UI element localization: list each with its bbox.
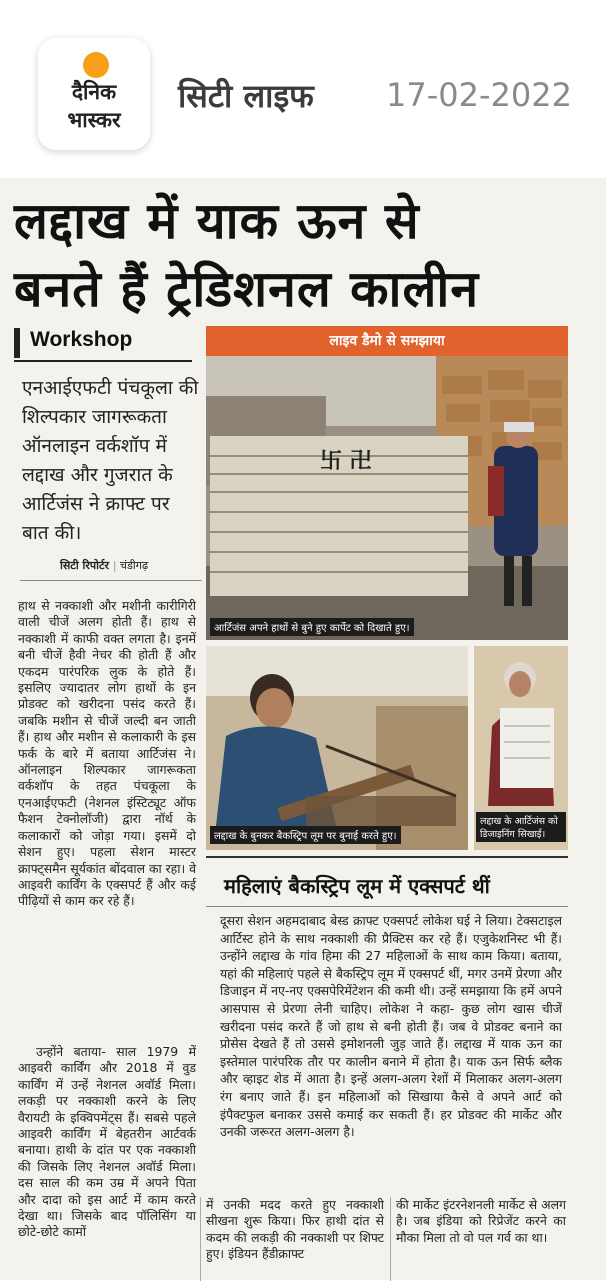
body-paragraph-2: उन्होंने बताया- साल 1979 में आइवरी कार्विंग और 2018 में वुड कार्विंग में उन्हें नेशनल अवॉर्ड मिला। लकड़ी पर नक्काशी करने के लिए वैरायटी के इक्विपमेंट्स हैं। सबसे पहले आइवरी कार्विंग में बेहतरीन आर्टवर्क बनाया। हाथी के दांत पर एक नक्काशी की जिसके लिए नेशनल अवॉर्ड मिला। दस साल की कम उम्र में अपने पिता और दादा को इस आर्ट में काम करते देखा था। जिसके बाद पॉलिसिंग या छोटे-छोटे कामों xyxy=(18,1044,196,1240)
photo-caption-3: लद्दाख के आर्टिजंस को डिजाइनिंग सिखाई। xyxy=(476,812,566,842)
body-column-3: की मार्केट इंटरनेशनली मार्केट से अलग है। जब इंडिया को रिप्रेजेंट करने का मौका मिला तो वो पल गर्व का था। xyxy=(396,1197,566,1245)
headline-line-1: लद्दाख में याक ऊन से xyxy=(14,192,420,250)
photo-design-teaching xyxy=(474,646,568,850)
headline-line-2: बनते हैं ट्रेडिशनल कालीन xyxy=(14,260,480,318)
photo-caption-2: लद्दाख के बुनकर बैकस्ट्रिप लूम पर बुनाई करते हुए। xyxy=(210,826,401,844)
weaver-photo-illustration xyxy=(206,646,468,850)
column-rule-1 xyxy=(200,1197,201,1281)
svg-text:卐 卍: 卐 卍 xyxy=(320,449,372,474)
sidebar-divider xyxy=(206,906,568,907)
divider xyxy=(20,580,202,581)
photo-carpet-display xyxy=(206,356,568,640)
sun-logo-icon xyxy=(83,52,109,78)
logo-text-line2: भास्कर xyxy=(67,108,121,132)
photo-caption-1: आर्टिजंस अपने हाथों से बुने हुए कार्पेट को दिखाते हुए। xyxy=(210,618,414,636)
tag-bar xyxy=(14,328,20,358)
sidebar-header xyxy=(206,856,568,906)
section-title: सिटी लाइफ xyxy=(178,77,314,115)
byline-city: चंडीगढ़ xyxy=(120,559,149,572)
app-header xyxy=(0,0,606,170)
body-column-2: में उनकी मदद करते हुए नक्काशी सीखना शुरू किया। फिर हाथी दांत से कदम की लकड़ी की नक्काशी पर शिफ्ट हुए। इंडियन हैंडीक्राफ्ट xyxy=(206,1197,384,1262)
carpet-photo-illustration xyxy=(206,356,568,640)
tag-label: Workshop xyxy=(30,328,133,351)
logo-text-line1: दैनिक xyxy=(71,80,117,104)
column-rule-2 xyxy=(390,1197,391,1281)
intro-text: एनआईएफटी पंचकूला की शिल्पकार जागरूकता ऑनलाइन वर्कशॉप में लद्दाख और गुजरात के आर्टिजंस ने क्राफ्ट पर बात की। xyxy=(22,377,199,544)
sidebar-text: दूसरा सेशन अहमदाबाद बेस्ड क्राफ्ट एक्सपर्ट लोकेश घई ने लिया। टेक्सटाइल आर्टिस्ट होने के साथ नक्काशी की प्रैक्टिस कर रहे हैं। एजुकेशनिस्ट भी हैं। उन्होंने लद्दाख के गांव हिमा की 27 महिलाओं के साथ काम किया। बताया, यहां की महिलाएं पहले से बैकस्ट्रिप लूम में एक्सपर्ट थीं, मगर उनमें प्रेरणा और डिजाइन में नए-नए एक्सपेरिमेंटेशन की कमी थी। उन्हें समझाया कि हमें अपने आसपास से प्रेरणा लेनी चाहिए। लोकेश ने कहा- कुछ लोग खास चीजें खरीदना पसंद करते हैं जो हाथ से बनी होती हैं। जब वे प्रोडक्ट बनाने का प्रोसेस देखते हैं तो उससे इमोशनली जुड़ जाते हैं। लद्दाख में याक ऊन का इस्तेमाल पारंपरिक तौर पर कालीन बनाने में होता है। याक ऊन सिर्फ ब्लैक और व्हाइट शेड में आता है। इन्हें अलग-अलग रेशों में मिलाकर अलग-अलग रंग बनाए जाते हैं। इन महिलाओं को सिखाया कैसे वे अपने आर्ट को इंपैक्टफुल बनाकर उससे कमाई कर सकती हैं। हर प्रोडक्ट की मार्केट और उनकी जरूरत अलग-अलग है। xyxy=(220,913,562,1140)
body-paragraph-1: हाथ से नक्काशी और मशीनी कारीगिरी वाली चीजें अलग होती हैं। हाथ से नक्काशी में काफी वक्त लगता है। इनमें बनी चीजें हैवी नेचर की होती हैं और एकदम पारंपरिक लुक के होते हैं। इसलिए ज्यादातर लोग हाथों के इन प्रोडक्ट को खरीदना पसंद करते हैं। जबकि मशीन से चीजें जल्दी बन जाती हैं। हाथ और मशीन से कलाकारी के इस फर्क के बारे में बताया आर्टिजंस ने। ऑनलाइन शिल्पकार जागरूकता वर्कशॉप के तहत पंचकूला के एनआईएफटी (नेशनल इंस्टिट्यूट ऑफ फैशन टेक्नोलॉजी) द्वारा नॉर्थ के कलाकारों को जोड़ा गया। इसमें दो सेशन हुए। पहला सेशन मास्टर क्राफ्ट्समैन सूर्यकांत बोंदवाल का रहा। वे आइवरी कार्विंग के एक्सपर्ट हैं और कई पीढ़ियों से काम कर रहे हैं। xyxy=(18,598,196,909)
byline-reporter: सिटी रिपोर्टर xyxy=(60,559,109,572)
workshop-tag xyxy=(14,326,192,360)
photo-section-title: लाइव डैमो से समझाया xyxy=(329,333,445,349)
edition-date: 17-02-2022 xyxy=(386,76,572,114)
tag-underline xyxy=(14,360,192,362)
dainik-bhaskar-logo[interactable] xyxy=(38,38,150,150)
photo-section-bar xyxy=(206,326,568,356)
byline: सिटी रिपोर्टर | चंडीगढ़ xyxy=(60,559,149,572)
sidebar-title: महिलाएं बैकस्ट्रिप लूम में एक्सपर्ट थीं xyxy=(224,874,490,898)
photo-weaver-loom xyxy=(206,646,468,850)
